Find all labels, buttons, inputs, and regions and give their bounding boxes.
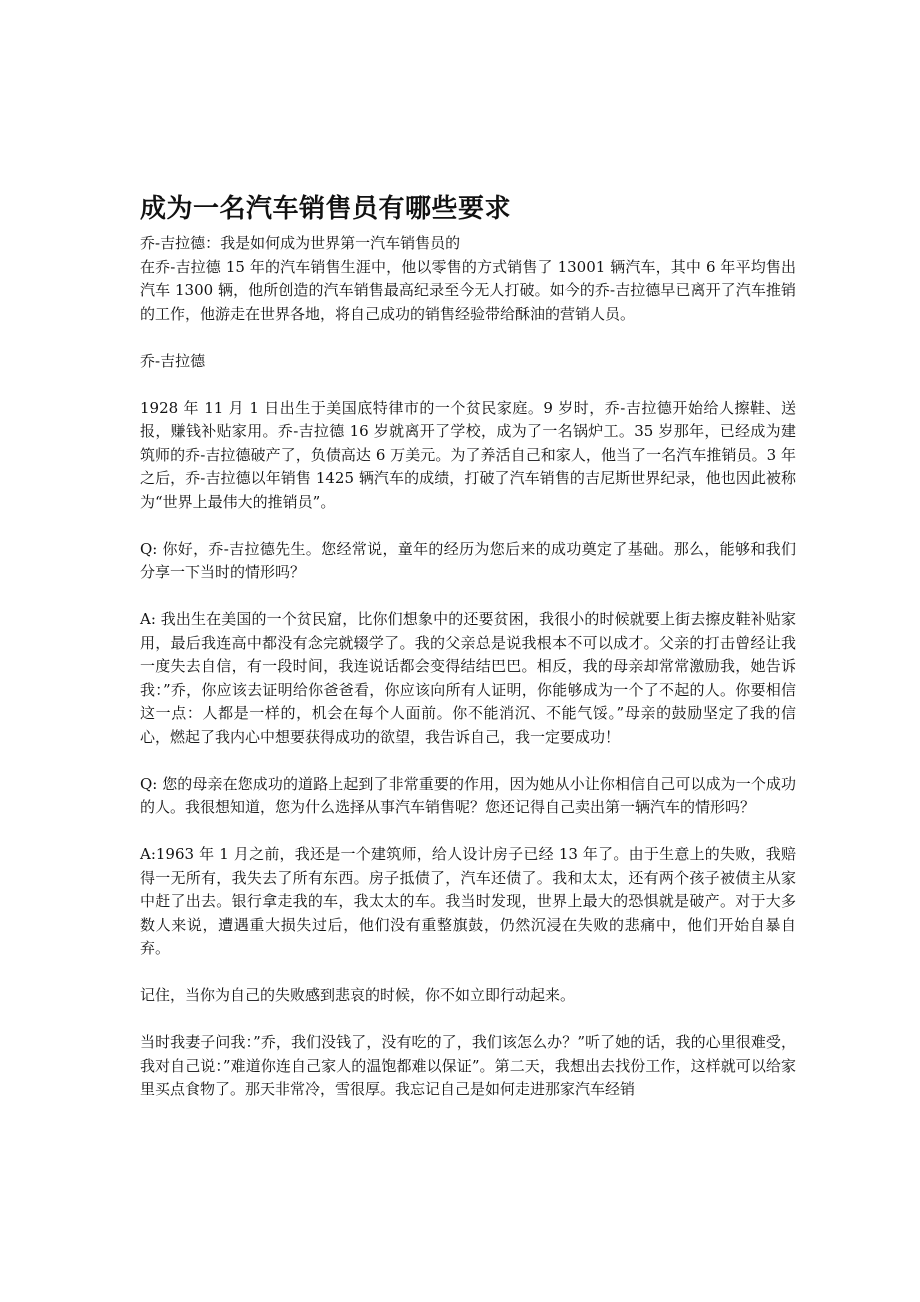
paragraph-spacer <box>140 820 796 844</box>
paragraph-question-2: Q: 您的母亲在您成功的道路上起到了非常重要的作用，因为她从小让你相信自己可以成为一个成功的人。我很想知道，您为什么选择从事汽车销售呢？您还记得自己卖出第一辆汽车的情形吗？ <box>140 774 796 816</box>
paragraph-subtitle: 乔-吉拉德：我是如何成为世界第一汽车销售员的 <box>140 234 461 252</box>
paragraph-spacer <box>140 514 796 538</box>
paragraph-name: 乔-吉拉德 <box>140 351 206 370</box>
paragraph-spacer <box>140 749 796 773</box>
paragraph-remember: 记住，当你为自己的失败感到悲哀的时候，你不如立即行动起来。 <box>140 986 576 1004</box>
paragraph-story: 当时我妻子问我：”乔，我们没钱了，没有吃的了，我们该怎么办？”听了她的话，我的心里很难受，我对自己说：”难道你连自己家人的温饱都难以保证”。第二天，我想出去找份工作，这样就可以给家里买点食物了。那天非常冷，雪很厚。我忘记自己是如何走进那家汽车经销 <box>140 1033 796 1098</box>
paragraph-answer-2: A:1963 年 1 月之前，我还是一个建筑师，给人设计房子已经 13 年了。由于生意上的失败，我赔得一无所有，我失去了所有东西。房子抵债了，汽车还债了。我和太太，还有两个孩子被债主从家中赶了出去。银行拿走我的车，我太太的车。我当时发现，世界上最大的恐惧就是破产。对于大多数人来说，遭遇重大损失过后，他们没有重整旗鼓，仍然沉浸在失败的悲痛中，他们开始自暴自弃。 <box>140 845 796 957</box>
paragraph-bio: 1928 年 11 月 1 日出生于美国底特律市的一个贫民家庭。9 岁时，乔-吉拉德开始给人擦鞋、送报，赚钱补贴家用。乔-吉拉德 16 岁就离开了学校，成为了一名锅炉工。35 岁那年，已经成为建筑师的乔-吉拉德破产了，负债高达 6 万美元。为了养活自己和家人，他当了一名汽车推销员。3 年之后，乔-吉拉德以年销售 1425 辆汽车的成绩，打破了汽车销售的吉尼斯世界纪录，他也因此被称为“世界上最伟大的推销员”。 <box>140 398 796 511</box>
document-page <box>140 192 796 1102</box>
document-title: 成为一名汽车销售员有哪些要求 <box>140 194 512 224</box>
paragraph-answer-1: A: 我出生在美国的一个贫民窟，比你们想象中的还要贫困，我很小的时候就要上街去擦皮鞋补贴家用，最后我连高中都没有念完就辍学了。我的父亲总是说我根本不可以成才。父亲的打击曾经让我一度失去自信，有一段时间，我连说话都会变得结结巴巴。相反，我的母亲却常常激励我，她告诉我：”乔，你应该去证明给你爸爸看，你应该向所有人证明，你能够成为一个了不起的人。你要相信这一点：人都是一样的，机会在每个人面前。你不能消沉、不能气馁。”母亲的鼓励坚定了我的信心，燃起了我内心中想要获得成功的欲望，我告诉自己，我一定要成功！ <box>140 610 796 746</box>
paragraph-spacer <box>140 961 796 985</box>
paragraph-spacer <box>140 1008 796 1032</box>
paragraph-spacer <box>140 326 796 350</box>
document-body <box>140 232 796 1102</box>
paragraph-intro: 在乔-吉拉德 15 年的汽车销售生涯中，他以零售的方式销售了 13001 辆汽车，其中 6 年平均售出汽车 1300 辆，他所创造的汽车销售最高纪录至今无人打破。如今的乔-吉拉德早已离开了汽车推销的工作，他游走在世界各地，将自己成功的销售经验带给酥油的营销人员。 <box>140 257 796 323</box>
paragraph-spacer <box>140 373 796 397</box>
paragraph-spacer <box>140 585 796 609</box>
paragraph-question-1: Q: 你好，乔-吉拉德先生。您经常说，童年的经历为您后来的成功奠定了基础。那么，能够和我们分享一下当时的情形吗？ <box>140 539 796 581</box>
